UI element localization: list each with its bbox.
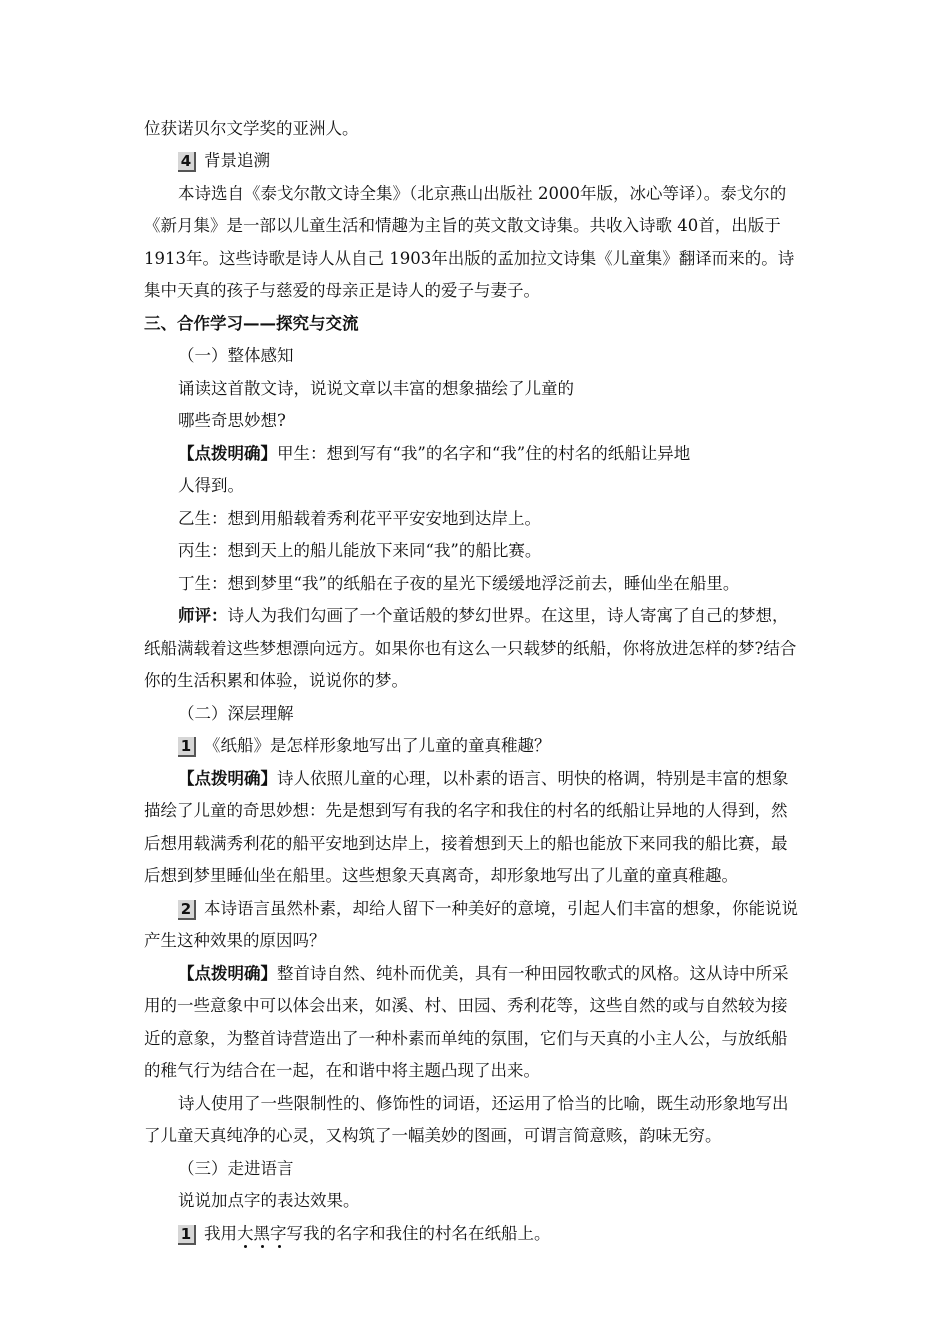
text-line: 产生这种效果的原因吗？ bbox=[144, 931, 326, 950]
question-text: 哪些奇思妙想? bbox=[178, 411, 286, 430]
answer-line: 丙生：想到天上的船儿能放下来同“我”的船比赛。 bbox=[178, 541, 542, 560]
section-title: 三、合作学习——探究与交流 bbox=[144, 314, 359, 333]
text-line: 后想到梦里睡仙坐在船里。这些想象天真离奇，却形象地写出了儿童的童真稚趣。 bbox=[144, 866, 738, 885]
answer-line bbox=[178, 443, 690, 465]
text-line: 诗人使用了一些限制性的、修饰性的词语，还运用了恰当的比喻，既生动形象地写出 bbox=[178, 1094, 789, 1113]
text-line: 纸船满载着这些梦想漂向远方。如果你也有这么一只载梦的纸船，你将放进怎样的梦?结合 bbox=[144, 639, 797, 658]
question-text: 我用 bbox=[204, 1224, 237, 1243]
answer-text: 甲生：想到写有“我”的名字和“我”住的村名的纸船让异地 bbox=[277, 444, 691, 463]
section-heading-background bbox=[178, 150, 270, 172]
answer-line: 丁生：想到梦里“我”的纸船在子夜的星光下缓缓地浮泛前去，睡仙坐在船里。 bbox=[178, 574, 740, 593]
comment-text: 诗人为我们勾画了一个童话般的梦幻世界。在这里，诗人寄寓了自己的梦想， bbox=[227, 606, 789, 625]
tip-label: 【点拨明确】 bbox=[178, 964, 277, 983]
text-line: 1913年。这些诗歌是诗人从自己 1903年出版的孟加拉文诗集《儿童集》翻译而来的。诗 bbox=[144, 249, 795, 268]
subsection-title: （二）深层理解 bbox=[178, 704, 294, 723]
text-line: 本诗选自《泰戈尔散文诗全集》（北京燕山出版社 2000年版，冰心等译）。泰戈尔的 bbox=[178, 184, 787, 203]
number-badge: 2 bbox=[178, 900, 196, 920]
text-line: 《新月集》是一部以儿童生活和情趣为主旨的英文散文诗集。共收入诗歌 40首，出版于 bbox=[144, 216, 781, 235]
text-line: 后想用载满秀利花的船平安地到达岸上，接着想到天上的船也能放下来同我的船比赛，最 bbox=[144, 834, 788, 853]
answer-text: 整首诗自然、纯朴而优美，具有一种田园牧歌式的风格。这从诗中所采 bbox=[277, 964, 789, 983]
tip-label: 【点拨明确】 bbox=[178, 769, 277, 788]
question-text: 诵读这首散文诗，说说文章以丰富的想象描绘了儿童的 bbox=[178, 379, 574, 398]
answer-line: 乙生：想到用船载着秀利花平平安安地到达岸上。 bbox=[178, 509, 541, 528]
text-line: 位获诺贝尔文学奖的亚洲人。 bbox=[144, 119, 359, 138]
emphasis-dot bbox=[278, 1245, 281, 1248]
emphasis-dotted-text bbox=[237, 1224, 287, 1243]
subsection-title: （三）走进语言 bbox=[178, 1159, 294, 1178]
number-badge: 1 bbox=[178, 1225, 196, 1245]
question-line bbox=[178, 898, 798, 920]
answer-line bbox=[178, 963, 789, 985]
number-badge: 4 bbox=[178, 152, 196, 172]
question-line bbox=[178, 1223, 551, 1245]
emphasis-dot bbox=[261, 1245, 264, 1248]
question-text: 《纸船》是怎样形象地写出了儿童的童真稚趣？ bbox=[204, 736, 551, 755]
teacher-comment bbox=[178, 605, 789, 627]
text-line: 近的意象，为整首诗营造出了一种朴素而单纯的氛围，它们与天真的小主人公，与放纸船 bbox=[144, 1029, 788, 1048]
question-text: 写我的名字和我住的村名在纸船上。 bbox=[286, 1224, 551, 1243]
question-text: 本诗语言虽然朴素，却给人留下一种美好的意境，引起人们丰富的想象，你能说说 bbox=[204, 899, 798, 918]
answer-line: 人得到。 bbox=[178, 476, 244, 495]
dotted-words: 大黑字 bbox=[237, 1224, 287, 1243]
text-line: 描绘了儿童的奇思妙想：先是想到写有我的名字和我住的村名的纸船让异地的人得到，然 bbox=[144, 801, 788, 820]
question-line bbox=[178, 735, 551, 757]
text-line: 的稚气行为结合在一起，在和谐中将主题凸现了出来。 bbox=[144, 1061, 540, 1080]
text-line: 了儿童天真纯净的心灵，又构筑了一幅美妙的图画，可谓言简意赅，韵味无穷。 bbox=[144, 1126, 722, 1145]
text-line: 集中天真的孩子与慈爱的母亲正是诗人的爱子与妻子。 bbox=[144, 281, 540, 300]
emphasis-dot bbox=[244, 1245, 247, 1248]
heading-text: 背景追溯 bbox=[204, 151, 270, 170]
text-line: 用的一些意象中可以体会出来，如溪、村、田园、秀利花等，这些自然的或与自然较为接 bbox=[144, 996, 788, 1015]
tip-label: 【点拨明确】 bbox=[178, 444, 277, 463]
answer-text: 诗人依照儿童的心理，以朴素的语言、明快的格调，特别是丰富的想象 bbox=[277, 769, 789, 788]
text-line: 你的生活积累和体验，说说你的梦。 bbox=[144, 671, 408, 690]
question-text: 说说加点字的表达效果。 bbox=[178, 1191, 360, 1210]
subsection-title: （一）整体感知 bbox=[178, 346, 294, 365]
teacher-label: 师评： bbox=[178, 606, 228, 625]
answer-line bbox=[178, 768, 789, 790]
number-badge: 1 bbox=[178, 737, 196, 757]
